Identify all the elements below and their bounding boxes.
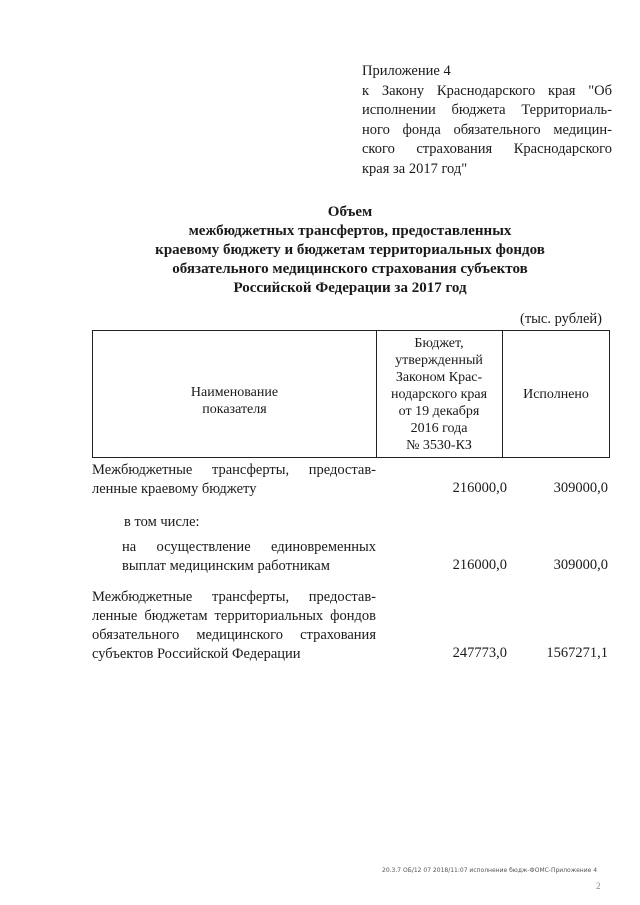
row-executed-value: 309000,0 xyxy=(553,480,608,496)
appendix-reference xyxy=(362,62,612,179)
row-name-line: Межбюджетные трансферты, предостав- xyxy=(92,462,376,478)
header-executed-cell xyxy=(503,331,609,457)
title-line: обязательного медицинского страхования субъектов xyxy=(172,261,528,277)
header-name-text: показателя xyxy=(202,402,267,417)
header-executed-text: Исполнено xyxy=(523,386,589,402)
appendix-line: ского страхования Краснодарского xyxy=(362,141,612,157)
row-budget-value: 216000,0 xyxy=(452,557,507,573)
appendix-line: Приложение 4 xyxy=(362,63,451,79)
header-budget-text: Бюджет, xyxy=(414,335,464,351)
header-budget-text: № 3530-КЗ xyxy=(406,437,472,453)
row-name-line: ленные бюджетам территориальных фондов xyxy=(92,608,376,624)
title-line: краевому бюджету и бюджетам территориальных фондов xyxy=(155,242,545,258)
table-row-name xyxy=(124,513,408,532)
row-name-line: Межбюджетные трансферты, предостав- xyxy=(92,589,376,605)
row-name-line: обязательного медицинского страхования xyxy=(92,627,376,643)
row-budget-value: 216000,0 xyxy=(452,480,507,496)
row-name-line: на осуществление единовременных xyxy=(122,539,376,555)
header-budget-text: утвержденный xyxy=(395,352,483,368)
table-row-name xyxy=(122,538,376,576)
row-executed-value: 309000,0 xyxy=(553,557,608,573)
header-budget-text: от 19 декабря xyxy=(398,403,480,419)
row-executed-value: 1567271,1 xyxy=(546,645,608,661)
document-title xyxy=(100,203,600,298)
title-line: межбюджетных трансфертов, предоставленных xyxy=(188,223,512,239)
title-line: Российской Федерации за 2017 год xyxy=(233,280,467,296)
header-name-cell xyxy=(93,331,377,457)
row-name-line: субъектов Российской Федерации xyxy=(92,646,301,662)
header-budget-text: Законом Крас- xyxy=(395,369,483,385)
header-budget-cell xyxy=(376,331,503,457)
header-budget-text: нодарского края xyxy=(390,386,488,402)
table-row-name xyxy=(92,588,376,664)
units-label: (тыс. рублей) xyxy=(520,311,602,327)
appendix-line: исполнении бюджета Территориаль- xyxy=(362,102,612,118)
header-name-text: Наименование xyxy=(190,385,279,400)
row-name-line: в том числе: xyxy=(124,514,200,530)
footer-file-reference: 20.3.7 ОБ/12 07 2018/11:07 исполнение бюдж-ФОМС-Приложение 4 xyxy=(382,867,598,874)
header-budget-text: 2016 года xyxy=(410,420,468,436)
appendix-line: края за 2017 год" xyxy=(362,160,468,177)
row-name-line: ленные краевому бюджету xyxy=(92,481,257,497)
page-mark: 2 xyxy=(596,881,601,891)
appendix-line: к Закону Краснодарского края "Об xyxy=(362,82,612,99)
table-header xyxy=(92,330,610,458)
row-name-line: выплат медицинским работникам xyxy=(122,558,330,574)
row-budget-value: 247773,0 xyxy=(452,645,507,661)
appendix-line: ного фонда обязательного медицин- xyxy=(362,121,612,138)
title-line: Объем xyxy=(327,204,373,220)
table-row-name xyxy=(92,461,376,499)
